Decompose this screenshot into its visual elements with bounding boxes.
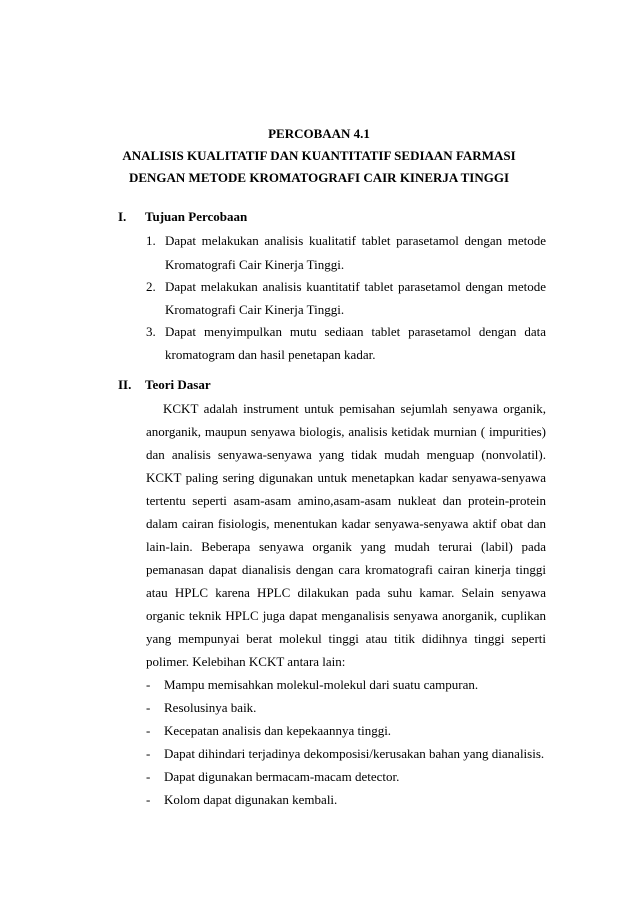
objective-item-2-continuation: Kromatografi Cair Kinerja Tinggi. <box>165 302 345 317</box>
bullet-dash: - <box>146 792 151 807</box>
objective-item-number: 3. <box>146 324 156 339</box>
bullet-dash: - <box>146 769 151 784</box>
objective-item-2 <box>146 279 546 295</box>
advantage-text: Dapat dihindari terjadinya dekomposisi/kerusakan bahan yang dianalisis. <box>164 746 545 761</box>
objective-item-number: 2. <box>146 279 156 294</box>
paragraph-line: yang mempunyai berat molekul tinggi atau titik didihnya tinggi seperti <box>146 631 546 646</box>
objective-item-text: Dapat melakukan analisis kuantitatif tablet parasetamol dengan metode <box>165 279 546 294</box>
bullet-dash: - <box>146 723 151 738</box>
advantage-text: Dapat digunakan bermacam-macam detector. <box>164 769 400 784</box>
objective-item-3 <box>146 324 546 340</box>
paragraph-line: organic teknik HPLC juga dapat menganalisis senyawa anorganik, cuplikan <box>146 608 546 623</box>
experiment-number: PERCOBAAN 4.1 <box>268 126 370 141</box>
bullet-dash: - <box>146 700 151 715</box>
advantage-list-item <box>146 677 478 693</box>
bullet-dash: - <box>146 677 151 692</box>
paragraph-line: dan analisis senyawa-senyawa yang tidak mudah menguap (nonvolatil). <box>146 447 546 462</box>
objective-item-1 <box>146 233 546 249</box>
advantage-text: Kolom dapat digunakan kembali. <box>164 792 338 807</box>
objective-item-3-continuation: kromatogram dan hasil penetapan kadar. <box>165 347 376 362</box>
advantage-text: Resolusinya baik. <box>164 700 257 715</box>
document-title-line-2: DENGAN METODE KROMATOGRAFI CAIR KINERJA TINGGI <box>128 170 510 185</box>
section-1-title: Tujuan Percobaan <box>145 209 248 224</box>
objective-item-1-continuation: Kromatografi Cair Kinerja Tinggi. <box>165 257 345 272</box>
paragraph-line: lain-lain. Beberapa senyawa organik yang mudah terurai (labil) pada <box>146 539 546 554</box>
section-2-title: Teori Dasar <box>145 377 211 392</box>
advantage-text: Mampu memisahkan molekul-molekul dari suatu campuran. <box>164 677 479 692</box>
paragraph-line: tertentu seperti asam-asam amino,asam-asam nukleat dan protein-protein <box>146 493 546 508</box>
advantage-list-item <box>146 769 399 785</box>
objective-item-number: 1. <box>146 233 156 248</box>
document-title-line-1: ANALISIS KUALITATIF DAN KUANTITATIF SEDIAAN FARMASI <box>122 148 516 163</box>
paragraph-line: dalam cairan fisiologis, menentukan kadar senyawa-senyawa aktif obat dan <box>146 516 546 531</box>
advantage-text: Kecepatan analisis dan kepekaannya tinggi. <box>164 723 392 738</box>
objective-item-text: Dapat melakukan analisis kualitatif tablet parasetamol dengan metode <box>165 233 546 248</box>
paragraph-line: KCKT paling sering digunakan untuk menetapkan kadar senyawa-senyawa <box>146 470 546 485</box>
paragraph-line: polimer. Kelebihan KCKT antara lain: <box>146 654 346 669</box>
section-1-heading <box>118 209 247 225</box>
section-2-heading <box>118 377 211 393</box>
paragraph-line: KCKT adalah instrument untuk pemisahan sejumlah senyawa organik, <box>163 401 546 416</box>
paragraph-line: pemanasan dapat dianalisis dengan cara kromatografi cairan kinerja tinggi <box>146 562 546 577</box>
advantage-list-item <box>146 746 544 762</box>
paragraph-line: anorganik, maupun senyawa biologis, analisis ketidak murnian ( impurities) <box>146 424 546 439</box>
objective-item-text: Dapat menyimpulkan mutu sediaan tablet parasetamol dengan data <box>165 324 546 339</box>
advantage-list-item <box>146 792 337 808</box>
paragraph-line: atau HPLC karena HPLC dilakukan pada suhu kamar. Selain senyawa <box>146 585 546 600</box>
advantage-list-item <box>146 723 391 739</box>
bullet-dash: - <box>146 746 151 761</box>
section-2-number: II. <box>118 377 132 392</box>
section-1-number: I. <box>118 209 127 224</box>
advantage-list-item <box>146 700 256 716</box>
